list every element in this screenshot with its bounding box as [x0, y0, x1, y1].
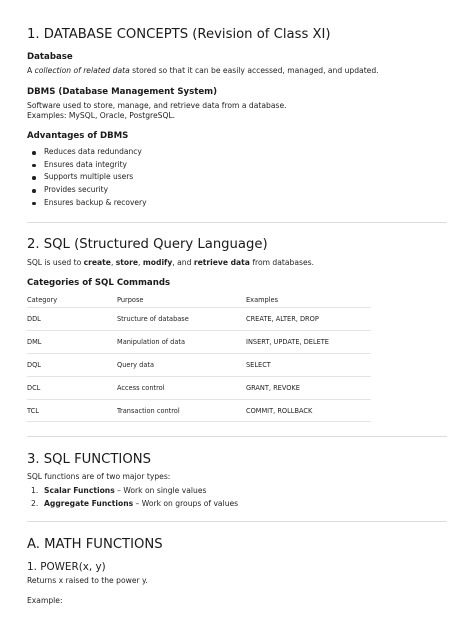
database-definition: A collection of related data stored so that it can be easily accessed, managed, and updated.: [27, 66, 379, 75]
cell-purpose: Access control: [117, 376, 246, 399]
section-divider: [27, 436, 447, 437]
section-divider: [27, 521, 447, 522]
cell-purpose: Query data: [117, 353, 246, 376]
cell-category: DML: [27, 330, 117, 353]
sql-functions-intro: SQL functions are of two major types:: [27, 472, 171, 481]
dbms-definition: Software used to store, manage, and retrieve data from a database.: [27, 101, 287, 110]
database-heading: Database: [27, 52, 73, 62]
list-item: Provides security: [27, 184, 147, 197]
cell-examples: INSERT, UPDATE, DELETE: [246, 330, 371, 353]
categories-heading: Categories of SQL Commands: [27, 278, 171, 288]
cell-category: DDL: [27, 308, 117, 331]
sql-intro: SQL is used to create, store, modify, and retrieve data from databases.: [27, 258, 315, 267]
cell-category: DCL: [27, 376, 117, 399]
cell-examples: GRANT, REVOKE: [246, 376, 371, 399]
list-item: Reduces data redundancy: [27, 146, 147, 159]
table-row: [27, 330, 371, 353]
cell-category: TCL: [27, 399, 117, 422]
cell-purpose: Structure of database: [117, 308, 246, 331]
cell-purpose: Manipulation of data: [117, 330, 246, 353]
column-header-purpose: Purpose: [117, 292, 246, 308]
cell-purpose: Transaction control: [117, 399, 246, 422]
function-types-list: [27, 484, 238, 510]
sql-commands-table: [27, 292, 371, 422]
section-divider: [27, 222, 447, 223]
power-function-description: Returns x raised to the power y.: [27, 576, 148, 585]
advantages-heading: Advantages of DBMS: [27, 131, 129, 141]
advantages-list: [27, 146, 147, 209]
list-item: Ensures data integrity: [27, 159, 147, 172]
list-item: 2. Aggregate Functions – Work on groups of values: [31, 499, 239, 508]
table-row: [27, 376, 371, 399]
table-row: [27, 399, 371, 422]
table-header-row: [27, 292, 371, 308]
column-header-examples: Examples: [246, 292, 371, 308]
section-title-sql: 2. SQL (Structured Query Language): [27, 237, 268, 252]
table-row: [27, 308, 371, 331]
column-header-category: Category: [27, 292, 117, 308]
power-function-heading: 1. POWER(x, y): [27, 561, 106, 573]
example-label: Example:: [27, 596, 63, 605]
section-title-database-concepts: 1. DATABASE CONCEPTS (Revision of Class XI): [27, 27, 331, 42]
cell-examples: COMMIT, ROLLBACK: [246, 399, 371, 422]
list-item: Supports multiple users: [27, 171, 147, 184]
dbms-heading: DBMS (Database Management System): [27, 87, 218, 97]
cell-category: DQL: [27, 353, 117, 376]
list-item: Ensures backup & recovery: [27, 197, 147, 210]
cell-examples: CREATE, ALTER, DROP: [246, 308, 371, 331]
table-row: [27, 353, 371, 376]
section-title-sql-functions: 3. SQL FUNCTIONS: [27, 452, 151, 467]
dbms-examples: Examples: MySQL, Oracle, PostgreSQL.: [27, 111, 176, 120]
list-item: 1. Scalar Functions – Work on single values: [31, 486, 207, 495]
section-title-math-functions: A. MATH FUNCTIONS: [27, 537, 163, 552]
cell-examples: SELECT: [246, 353, 371, 376]
